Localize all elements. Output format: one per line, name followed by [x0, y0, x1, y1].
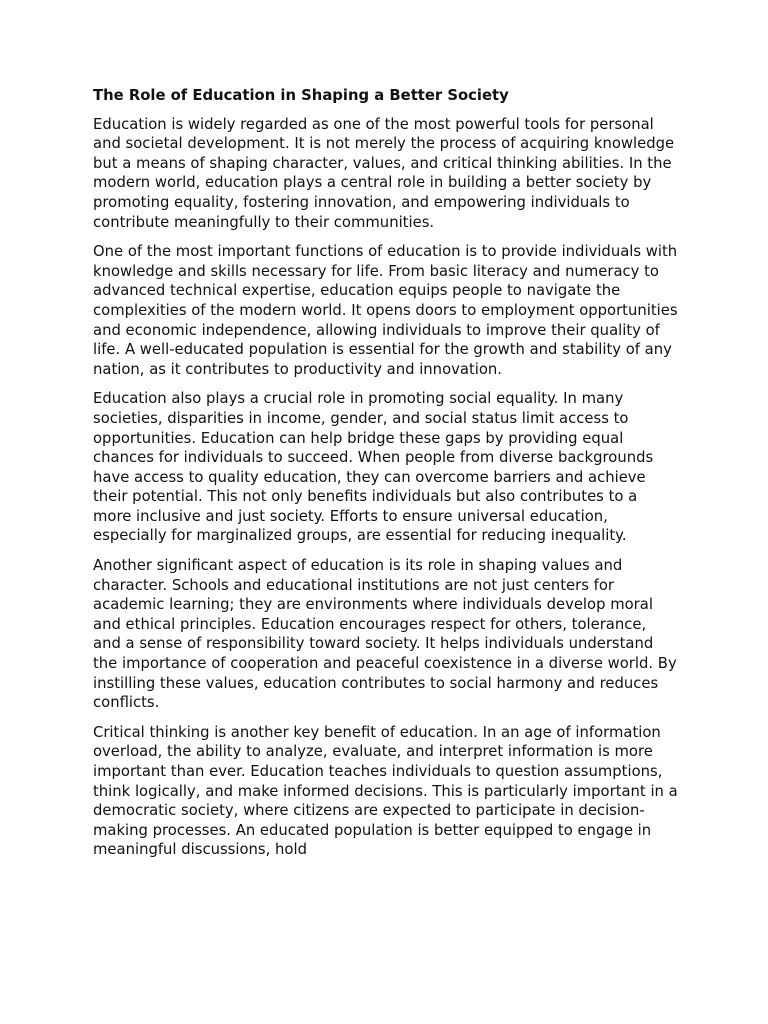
paragraph-4: Another significant aspect of education is its role in shaping values and character. Schools and educational institutions are not just centers for academic learning; they are environments where individuals develop moral and ethical principles. Education encourages respect for others, tolerance, and a sense of responsibility toward society. It helps individuals understand the importance of cooperation and peaceful coexistence in a diverse world. By instilling these values, education contributes to social harmony and reduces conflicts. [93, 557, 677, 712]
paragraph-3: Education also plays a crucial role in promoting social equality. In many societies, disparities in income, gender, and social status limit access to opportunities. Education can help bridge these gaps by providing equal chances for individuals to succeed. When people from diverse backgrounds have access to quality education, they can overcome barriers and achieve their potential. This not only benefits individuals but also contributes to a more inclusive and just society. Efforts to ensure universal education, especially for marginalized groups, are essential for reducing inequality. [93, 390, 654, 545]
paragraph-5: Critical thinking is another key benefit of education. In an age of information overload, the ability to analyze, evaluate, and interpret information is more important than ever. Education teaches individuals to question assumptions, think logically, and make informed decisions. This is particularly important in a democratic society, where citizens are expected to participate in decision-making processes. An educated population is better equipped to engage in meaningful discussions, hold [93, 723, 678, 859]
paragraph-1: Education is widely regarded as one of the most powerful tools for personal and societal development. It is not merely the process of acquiring knowledge but a means of shaping character, values, and critical thinking abilities. In the modern world, education plays a central role in building a better society by promoting equality, fostering innovation, and empowering individuals to contribute meaningfully to their communities. [93, 115, 675, 231]
paragraph-2: One of the most important functions of education is to provide individuals with knowledge and skills necessary for life. From basic literacy and numeracy to advanced technical expertise, education equips people to navigate the complexities of the modern world. It opens doors to employment opportunities and economic independence, allowing individuals to improve their quality of life. A well-educated population is essential for the growth and stability of any nation, as it contributes to productivity and innovation. [93, 243, 678, 378]
document-title: The Role of Education in Shaping a Better Society [93, 87, 509, 104]
document-body [93, 86, 678, 870]
